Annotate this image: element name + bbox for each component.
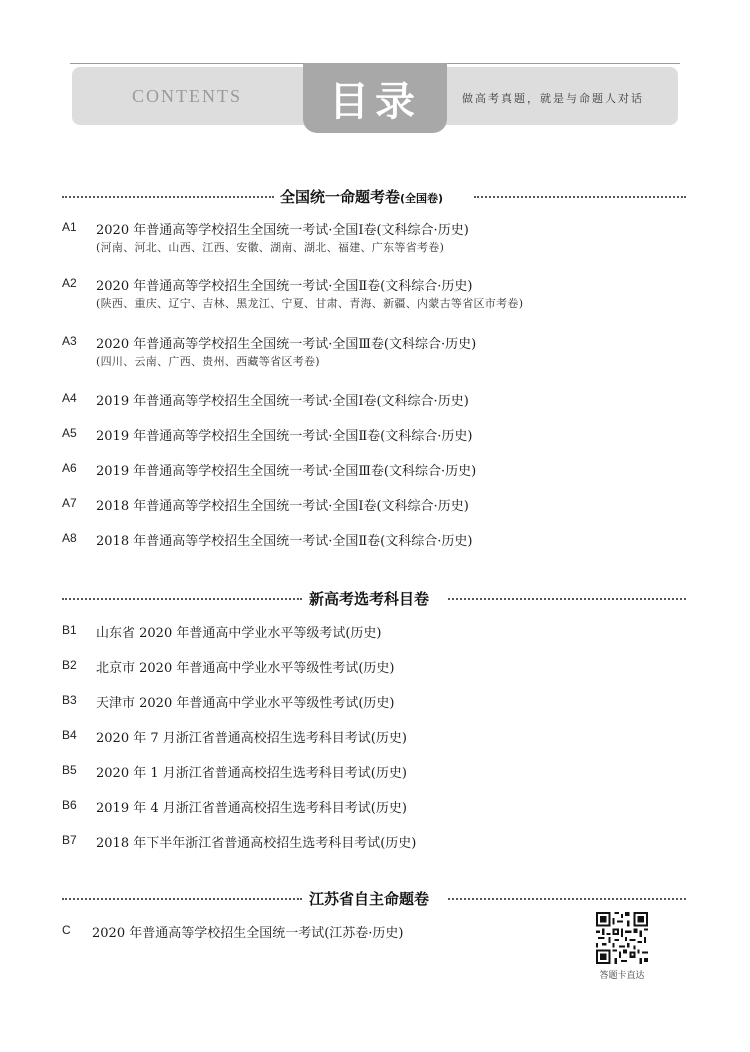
item-title: 天津市 2020 年普通高中学业水平等级性考试(历史) (96, 696, 395, 711)
qr-label: 答题卡直达 (599, 971, 645, 981)
item-title: 2020 年普通高等学校招生全国统一考试·全国Ⅰ卷(文科综合·历史) (96, 223, 469, 238)
section-title: 江苏省自主命题卷 (309, 890, 430, 908)
section-heading-national (62, 186, 686, 206)
item-code: B6 (62, 798, 77, 812)
item-code: B3 (62, 693, 77, 707)
item-code: A4 (62, 391, 77, 405)
item-code: C (62, 923, 71, 937)
dotted-rule (62, 898, 302, 900)
item-code: A2 (62, 276, 77, 290)
item-subtitle: (四川、云南、广西、贵州、西藏等省区考卷) (96, 355, 320, 368)
dotted-rule (62, 598, 302, 600)
dotted-rule (62, 196, 274, 198)
item-title: 2018 年普通高等学校招生全国统一考试·全国Ⅱ卷(文科综合·历史) (96, 534, 473, 549)
section-title-suffix: (全国卷) (400, 192, 444, 205)
item-title: 2020 年普通高等学校招生全国统一考试·全国Ⅱ卷(文科综合·历史) (96, 279, 473, 294)
item-code: A5 (62, 426, 77, 440)
item-code: A7 (62, 496, 77, 510)
item-title: 2018 年下半年浙江省普通高校招生选考科目考试(历史) (96, 836, 417, 851)
item-title: 2019 年普通高等学校招生全国统一考试·全国Ⅲ卷(文科综合·历史) (96, 464, 477, 479)
item-code: B2 (62, 658, 77, 672)
item-title: 2020 年普通高等学校招生全国统一考试·全国Ⅲ卷(文科综合·历史) (96, 337, 477, 352)
contents-label: CONTENTS (132, 86, 242, 106)
item-code: A8 (62, 531, 77, 545)
item-title: 2020 年 1 月浙江省普通高校招生选考科目考试(历史) (96, 766, 407, 781)
item-title: 2019 年普通高等学校招生全国统一考试·全国Ⅱ卷(文科综合·历史) (96, 429, 473, 444)
qr-code-icon[interactable] (596, 912, 648, 964)
item-code: B1 (62, 623, 77, 637)
section-title: 新高考选考科目卷 (309, 590, 430, 608)
dotted-rule (474, 196, 686, 198)
item-title: 2019 年 4 月浙江省普通高校招生选考科目考试(历史) (96, 801, 407, 816)
item-code: B5 (62, 763, 77, 777)
item-title: 山东省 2020 年普通高中学业水平等级考试(历史) (96, 626, 382, 641)
item-code: A3 (62, 334, 77, 348)
item-subtitle: (河南、河北、山西、江西、安徽、湖南、湖北、福建、广东等省考卷) (96, 241, 445, 254)
item-title: 2018 年普通高等学校招生全国统一考试·全国Ⅰ卷(文科综合·历史) (96, 499, 469, 514)
section-heading-jiangsu (62, 888, 686, 908)
item-code: B4 (62, 728, 77, 742)
dotted-rule (448, 598, 686, 600)
item-code: B7 (62, 833, 77, 847)
item-subtitle: (陕西、重庆、辽宁、吉林、黑龙江、宁夏、甘肃、青海、新疆、内蒙古等省区市考卷) (96, 297, 524, 310)
section-heading-new-gaokao (62, 588, 686, 608)
item-code: A6 (62, 461, 77, 475)
item-title: 2020 年普通高等学校招生全国统一考试(江苏卷·历史) (92, 926, 404, 941)
item-title: 2019 年普通高等学校招生全国统一考试·全国Ⅰ卷(文科综合·历史) (96, 394, 469, 409)
item-code: A1 (62, 220, 77, 234)
section-title: 全国统一命题考卷(全国卷) (280, 188, 444, 206)
item-title: 2020 年 7 月浙江省普通高校招生选考科目考试(历史) (96, 731, 407, 746)
page-title: 目录 (329, 79, 421, 125)
item-title: 北京市 2020 年普通高中学业水平等级性考试(历史) (96, 661, 395, 676)
header-slogan: 做高考真题，就是与命题人对话 (462, 92, 644, 105)
dotted-rule (448, 898, 686, 900)
